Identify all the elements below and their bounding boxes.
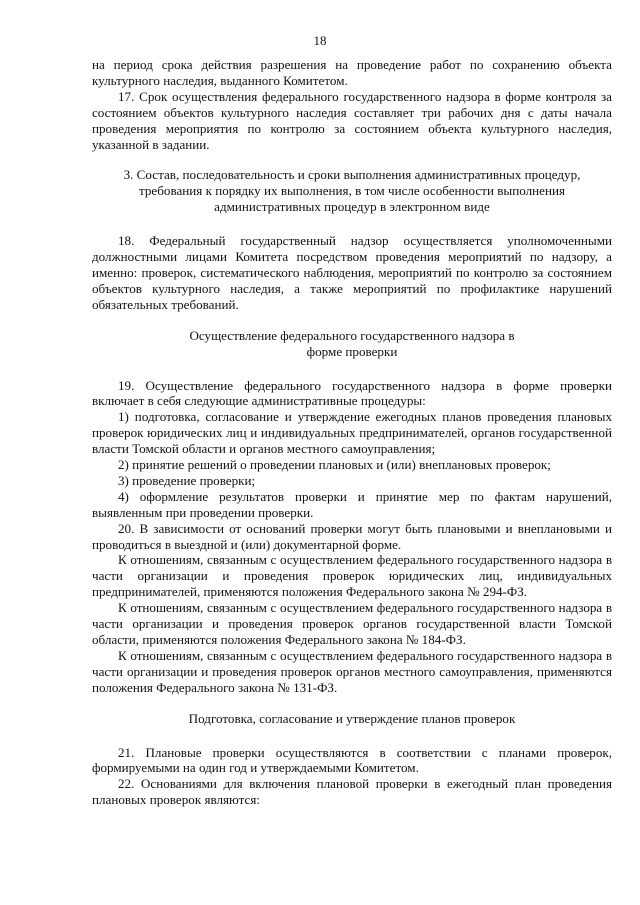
paragraph-11: К отношениям, связанным с осуществлением федерального государственного надзора в части организации и проведения проверок органов государственной власти Томской области, применяются положения Федерального закона № 184-ФЗ. xyxy=(92,600,612,647)
paragraph-6: 2) принятие решений о проведении плановых и (или) внеплановых проверок; xyxy=(118,457,551,473)
paragraph-12: К отношениям, связанным с осуществлением федерального государственного надзора в части организации и проведения проверок органов местного самоуправления, применяются положения Федерального закона № 131-ФЗ. xyxy=(92,647,612,695)
paragraph-7: 3) проведение проверки; xyxy=(118,472,256,488)
paragraph-14: 22. Основаниями для включения плановой проверки в ежегодный план проведения плановых проверок являются: xyxy=(92,776,612,808)
paragraph-3: 18. Федеральный государственный надзор осуществляется уполномоченными должностными лицами Комитета посредством проведения мероприятий по надзору, а именно: проверок, систематического наблюдения, мероприятий по контролю за состоянием объектов культурного наследия, а также мероприятий по профилактике нарушений обязательных требований. xyxy=(92,233,612,312)
paragraph-1: на период срока действия разрешения на проведение работ по сохранению объекта культурного наследия, выданного Комитетом. xyxy=(92,57,612,88)
document-body xyxy=(92,57,612,808)
page-number: 18 xyxy=(313,33,327,48)
paragraph-2: 17. Срок осуществления федерального государственного надзора в форме контроля за состоянием объектов культурного наследия составляет три рабочих дня с даты начала проведения мероприятия по контролю за состоянием объекта культурного наследия, указанной в задании. xyxy=(92,88,612,152)
section-spacer xyxy=(92,727,612,745)
paragraph-10: К отношениям, связанным с осуществлением федерального государственного надзора в части организации и проведения проверок юридических лиц, индивидуальных предпринимателей, применяются положения Федерального закона № 294-ФЗ. xyxy=(92,552,612,600)
paragraph-4: 19. Осуществление федерального государственного надзора в форме проверки включает в себя следующие административные процедуры: xyxy=(92,377,612,409)
section-spacer xyxy=(92,360,612,378)
section-spacer xyxy=(92,696,612,711)
paragraph-13: 21. Плановые проверки осуществляются в соответствии с планами проверок, формируемыми на один год и утверждаемыми Комитетом. xyxy=(92,744,612,776)
paragraph-9: 20. В зависимости от оснований проверки могут быть плановыми и внеплановыми и проводиться в выездной и (или) документарной форме. xyxy=(92,520,612,552)
section-spacer xyxy=(92,215,612,233)
section-spacer xyxy=(92,152,612,167)
section-heading-1: 3. Состав, последовательность и сроки выполнения административных процедур, требования к порядку их выполнения, в том числе особенности выполнения административных процедур в электронном виде xyxy=(123,167,581,215)
paragraph-8: 4) оформление результатов проверки и принятие мер по фактам нарушений, выявленным при проведении проверки. xyxy=(92,488,612,520)
section-heading-2: Осуществление федерального государственного надзора в форме проверки xyxy=(189,327,515,359)
section-spacer xyxy=(92,313,612,328)
section-heading-3: Подготовка, согласование и утверждение планов проверок xyxy=(188,710,516,726)
paragraph-5: 1) подготовка, согласование и утверждение ежегодных планов проведения плановых проверок юридических лиц и индивидуальных предпринимателей, органов государственной власти Томской области и органов местного самоуправления; xyxy=(92,409,612,457)
